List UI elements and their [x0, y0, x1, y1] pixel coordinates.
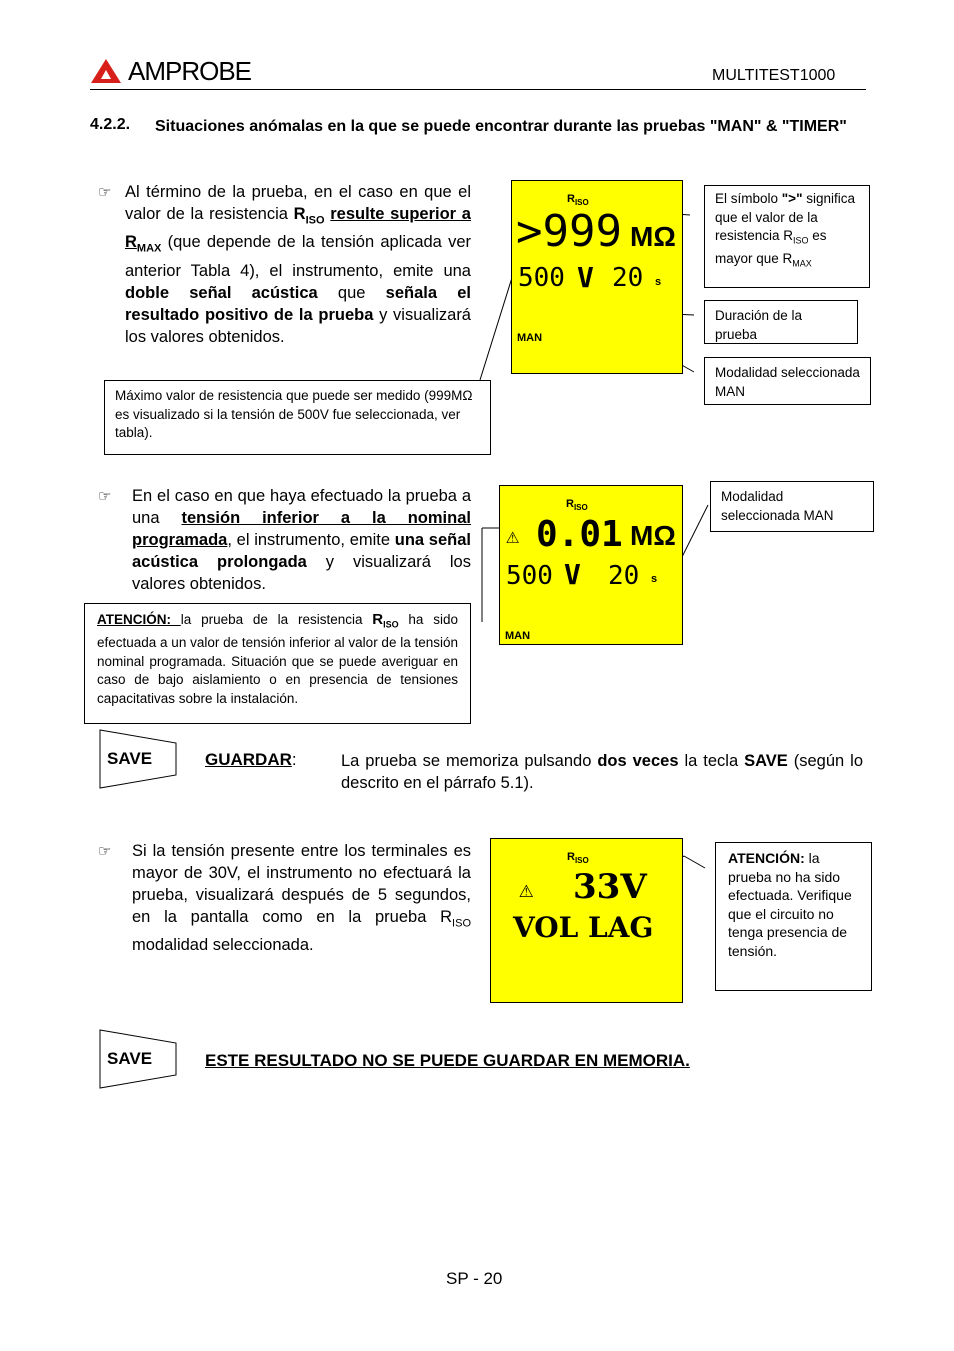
lcd-time-unit: s [655, 276, 662, 288]
lcd-main-value: 33V [573, 867, 647, 907]
note-max-value: Máximo valor de resistencia que puede ser medido (999MΩ es visualizado si la tensión de 500V fue seleccionada, ver tabla). [104, 380, 491, 455]
lcd-mode: MAN [517, 332, 543, 344]
model-name: MULTITEST1000 [712, 67, 836, 84]
lcd-riso-label: $R_{ISO}$ [566, 498, 588, 513]
bullet-icon: ☞ [98, 843, 112, 860]
lcd-time: 20 [608, 561, 640, 591]
warning-icon: ⚠ [519, 875, 534, 903]
amprobe-logo-icon [90, 58, 122, 84]
note-attention-not-done: ATENCIÓN: la prueba no ha sido efectuada. Verifique que el circuito no tenga presencia de tensión. [715, 842, 872, 991]
page-number: SP - 20 [446, 1269, 503, 1288]
lcd-riso-label: $R_{ISO}$ [567, 193, 589, 208]
lcd-display-3 [490, 838, 683, 1003]
lcd-display-2 [499, 485, 683, 645]
save-key-label: SAVE [107, 1049, 153, 1068]
lcd-time: 20 [612, 263, 644, 293]
bullet-icon: ☞ [98, 184, 112, 201]
save-title: GUARDAR: [205, 750, 297, 769]
lcd-time-unit: s [651, 573, 658, 585]
note-attention-low-voltage: ATENCIÓN: la prueba de la resistencia $R_{ISO}$ ha sido efectuada a un valor de tensión inferior al valor de la tensión nominal programada. Situación que se puede averiguar en caso de bajo aislamiento o en presencia de tensiones capacitativas sobre la instalación. [84, 603, 471, 724]
save-warning-text: ESTE RESULTADO NO SE PUEDE GUARDAR EN MEMORIA. [205, 1051, 690, 1070]
lcd-main-value: >999 [516, 206, 622, 257]
note-duration: Duración de la prueba [704, 300, 858, 344]
lcd-message: VOL LAG [513, 911, 654, 944]
save-description: La prueba se memoriza pulsando dos veces la tecla SAVE (según lo descrito en el párrafo 5.1). [341, 752, 863, 792]
section-title: Situaciones anómalas en la que se puede encontrar durante las pruebas "MAN" & "TIMER" [155, 118, 847, 135]
lcd-display-1 [511, 180, 683, 374]
note-mode: Modalidad seleccionada MAN [704, 357, 871, 405]
lcd-riso-label: $R_{ISO}$ [567, 851, 589, 866]
save-key-label: SAVE [107, 749, 153, 768]
lcd-unit: MΩ [630, 221, 676, 252]
brand-name: AMPROBE [128, 56, 252, 86]
lcd-unit: MΩ [630, 520, 676, 551]
section-number: 4.2.2. [90, 116, 131, 133]
lcd-voltage: 500 [506, 561, 553, 591]
bullet-icon: ☞ [98, 488, 112, 505]
lcd-voltage-unit: V [564, 558, 581, 591]
paragraph-3: Si la tensión presente entre los terminales es mayor de 30V, el instrumento no efectuará la prueba, visualizará después de 5 segundos, en la pantalla como en la prueba $R_{ISO}$ modalidad seleccionada. [132, 842, 471, 955]
warning-icon: ⚠ [506, 524, 520, 549]
note-symbol: El símbolo ">" significa que el valor de la resistencia $R_{ISO}$ es mayor que $R_{MAX}$ [704, 185, 870, 288]
paragraph-2: En el caso en que haya efectuado la prueba a una tensión inferior a la nominal programada, el instrumento, emite una señal acústica prolongada y visualizará los valores obtenidos. [132, 487, 471, 593]
lcd-voltage-unit: V [577, 261, 594, 294]
note-mode-2: Modalidad seleccionada MAN [710, 481, 874, 532]
lcd-main-value: 0.01 [536, 514, 623, 555]
lcd-mode: MAN [505, 630, 531, 642]
header-divider [90, 89, 866, 90]
paragraph-1: Al término de la prueba, en el caso en que el valor de la resistencia $R_{ISO}$ resulte superior a $R_{MAX}$ (que depende de la tensión aplicada ver anterior Tabla 4), el instrumento, emite una doble señal acústica que señala el resultado positivo de la prueba y visualizará los valores obtenidos. [125, 183, 471, 346]
lcd-voltage: 500 [518, 263, 565, 293]
